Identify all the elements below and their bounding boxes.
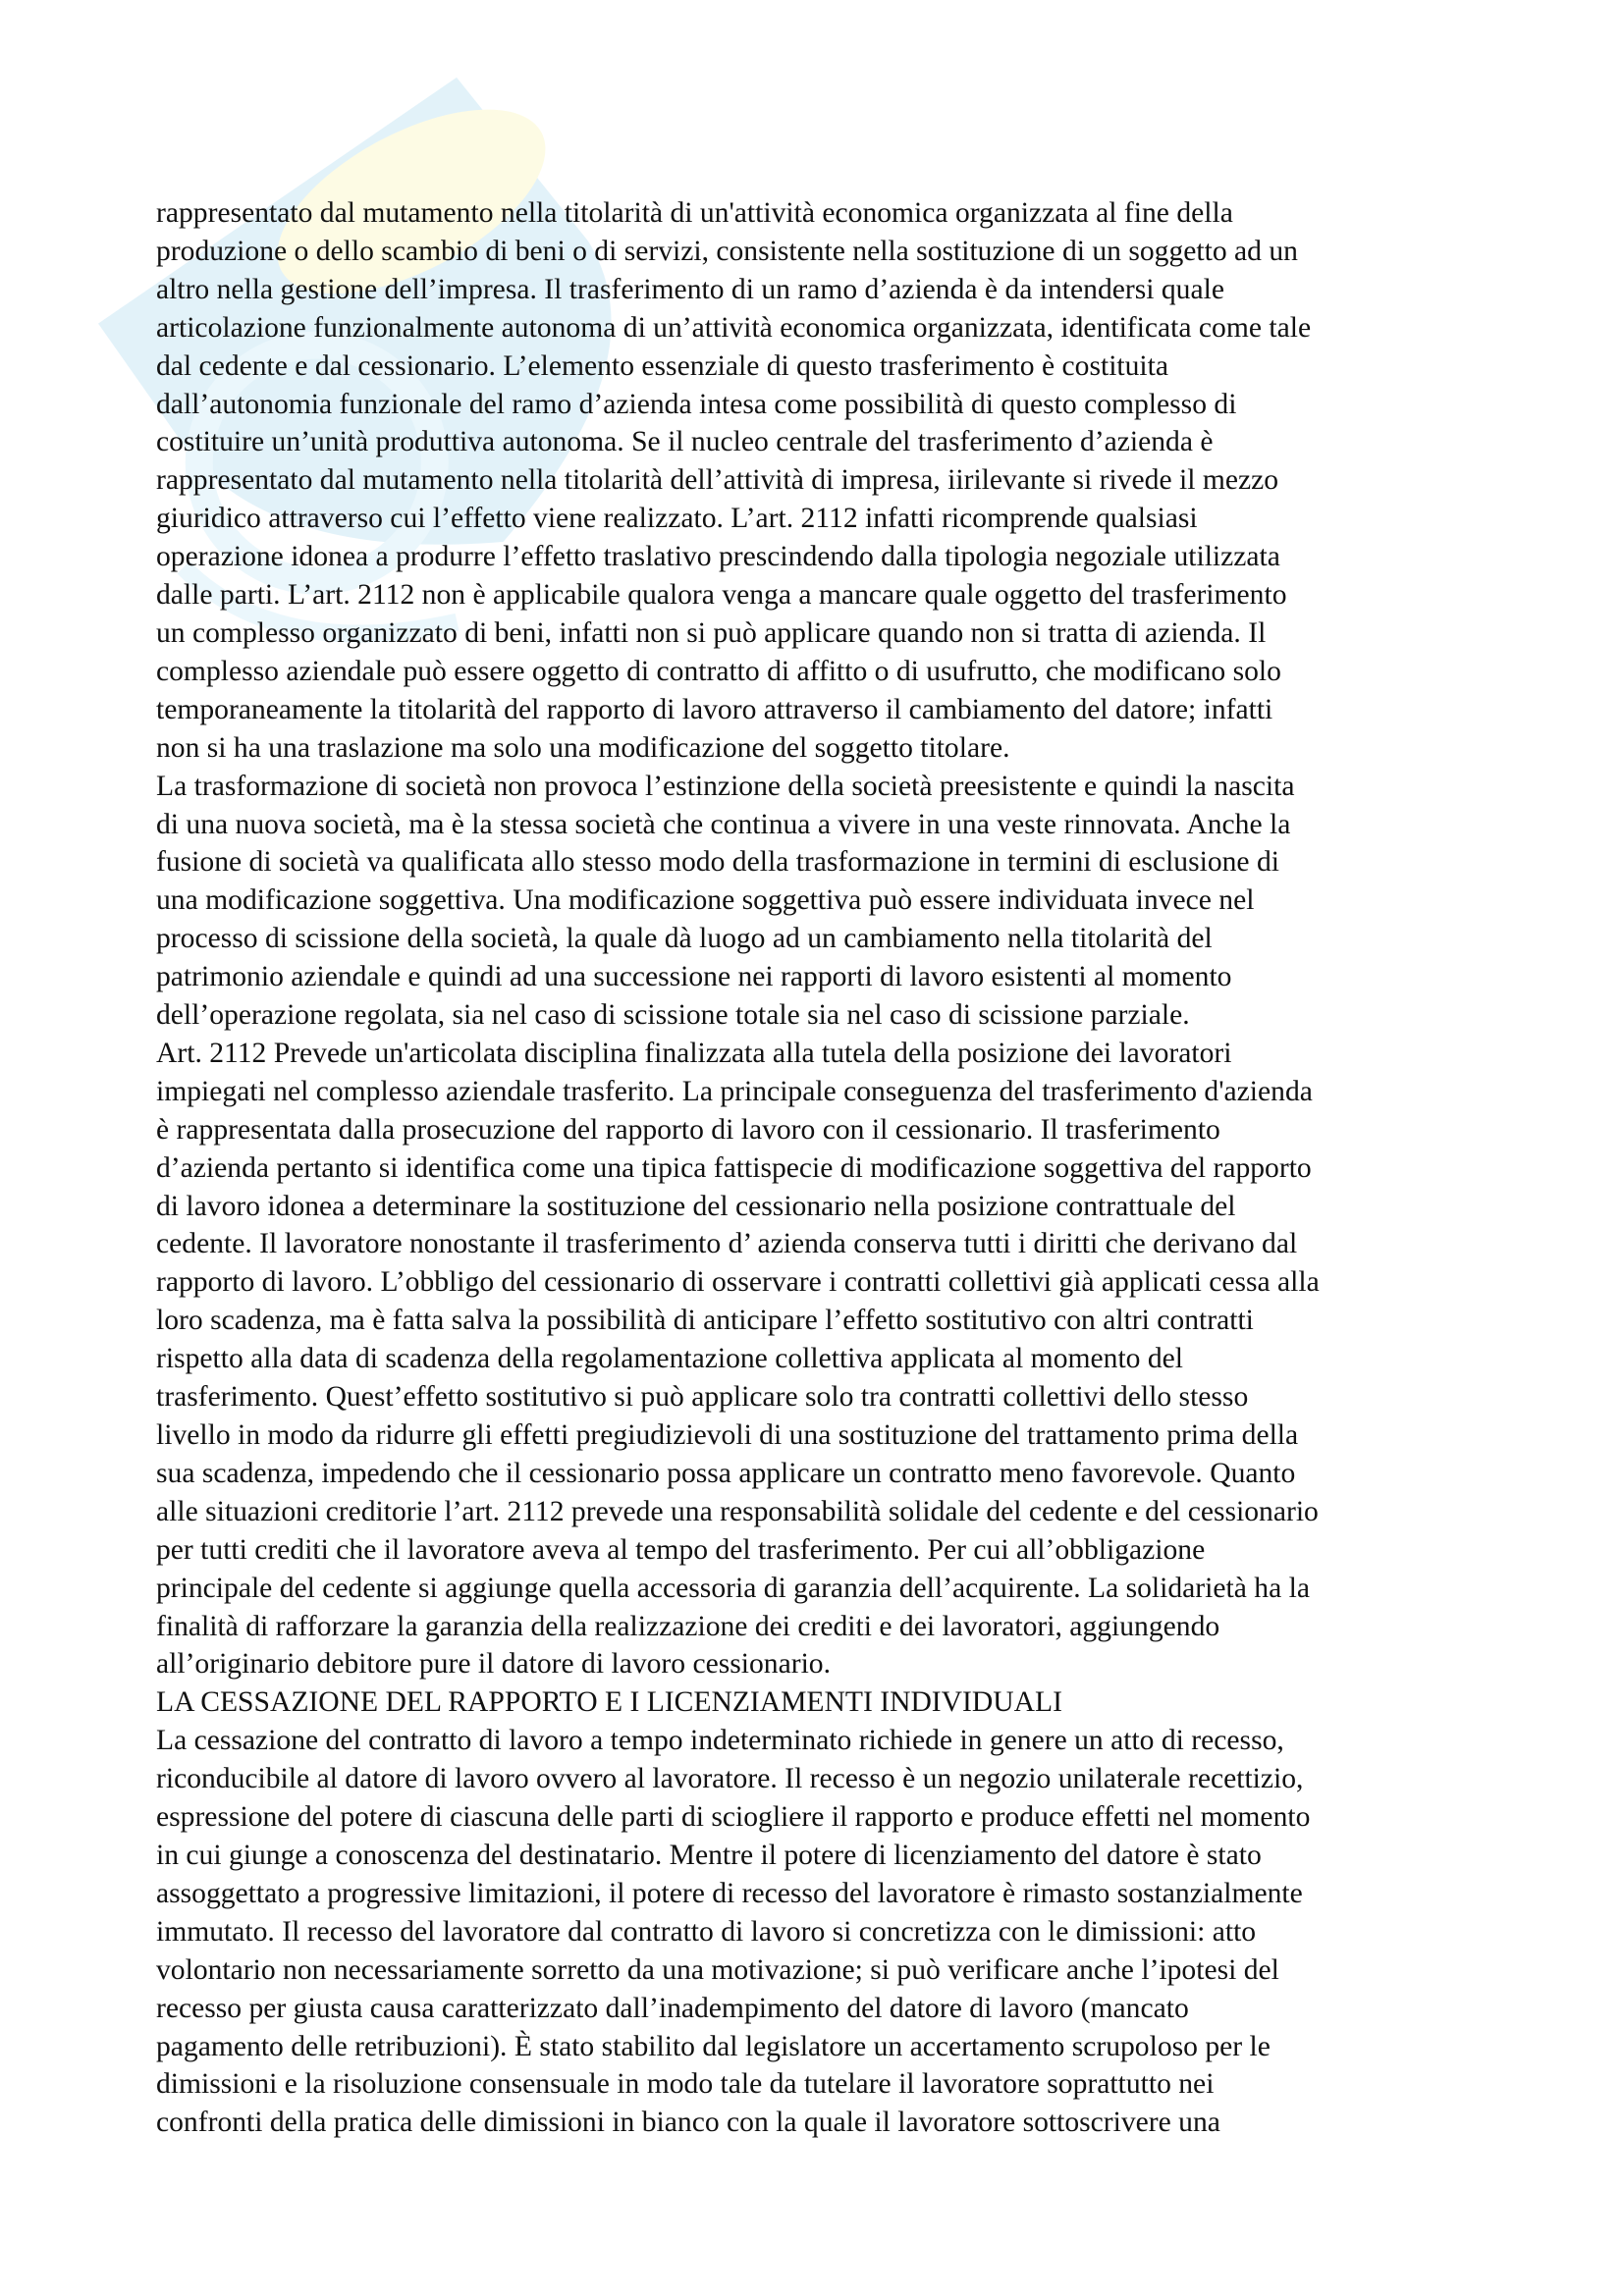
text-line: rapporto di lavoro. L’obbligo del cessionario di osservare i contratti collettivi già applicati cessa alla — [156, 1266, 1320, 1299]
text-line: temporaneamente la titolarità del rapporto di lavoro attraverso il cambiamento del datore; infatti — [156, 693, 1273, 725]
text-line: giuridico attraverso cui l’effetto viene realizzato. L’art. 2112 infatti ricomprende qualsiasi — [156, 503, 1198, 535]
text-line: impiegati nel complesso aziendale trasferito. La principale conseguenza del trasferimento d'azienda — [156, 1075, 1313, 1107]
text-line: costituire un’unità produttiva autonoma. Se il nucleo centrale del trasferimento d’azienda è — [156, 426, 1214, 458]
document-body — [156, 194, 1482, 2142]
text-line: dalle parti. L’art. 2112 non è applicabile qualora venga a mancare quale oggetto del trasferimento — [156, 579, 1287, 612]
text-line: dal cedente e dal cessionario. L’elemento essenziale di questo trasferimento è costituita — [156, 349, 1169, 382]
text-line: trasferimento. Quest’effetto sostitutivo si può applicare solo tra contratti collettivi dello stesso — [156, 1381, 1249, 1414]
text-line: operazione idonea a produrre l’effetto traslativo prescindendo dalla tipologia negoziale utilizzata — [156, 541, 1280, 573]
text-line: processo di scissione della società, la quale dà luogo ad un cambiamento nella titolarità del — [156, 923, 1213, 955]
text-line: principale del cedente si aggiunge quella accessoria di garanzia dell’acquirente. La solidarietà ha la — [156, 1572, 1310, 1604]
text-line: confronti della pratica delle dimissioni in bianco con la quale il lavoratore sottoscrivere una — [156, 2107, 1220, 2139]
text-line: livello in modo da ridurre gli effetti pregiudizievoli di una sostituzione del trattamento prima della — [156, 1419, 1299, 1451]
text-line: volontario non necessariamente sorretto da una motivazione; si può verificare anche l’ipotesi del — [156, 1953, 1279, 1986]
text-line: per tutti crediti che il lavoratore aveva al tempo del trasferimento. Per cui all’obbligazione — [156, 1533, 1206, 1566]
text-line: produzione o dello scambio di beni o di servizi, consistente nella sostituzione di un soggetto ad un — [156, 235, 1298, 267]
text-line: rappresentato dal mutamento nella titolarità di un'attività economica organizzata al fine della — [156, 197, 1233, 229]
text-line: d’azienda pertanto si identifica come una tipica fattispecie di modificazione soggettiva del rapporto — [156, 1151, 1312, 1184]
text-line: immutato. Il recesso del lavoratore dal contratto di lavoro si concretizza con le dimissioni: atto — [156, 1915, 1257, 1948]
text-line: un complesso organizzato di beni, infatti non si può applicare quando non si tratta di azienda. Il — [156, 616, 1267, 649]
text-line: La trasformazione di società non provoca l’estinzione della società preesistente e quindi la nascita — [156, 770, 1295, 802]
text-line: rispetto alla data di scadenza della regolamentazione collettiva applicata al momento del — [156, 1343, 1184, 1375]
text-line: di lavoro idonea a determinare la sostituzione del cessionario nella posizione contrattuale del — [156, 1190, 1236, 1222]
text-line: articolazione funzionalmente autonoma di un’attività economica organizzata, identificata come tale — [156, 311, 1312, 344]
text-line: Art. 2112 Prevede un'articolata disciplina finalizzata alla tutela della posizione dei lavoratori — [156, 1037, 1232, 1069]
text-line: rappresentato dal mutamento nella titolarità dell’attività di impresa, iirilevante si rivede il mezzo — [156, 464, 1279, 497]
text-line: patrimonio aziendale e quindi ad una successione nei rapporti di lavoro esistenti al momento — [156, 961, 1232, 993]
text-line: è rappresentata dalla prosecuzione del rapporto di lavoro con il cessionario. Il trasferimento — [156, 1113, 1220, 1146]
text-line: finalità di rafforzare la garanzia della realizzazione dei crediti e dei lavoratori, aggiungendo — [156, 1610, 1220, 1642]
text-line: non si ha una traslazione ma solo una modificazione del soggetto titolare. — [156, 731, 1010, 764]
text-line: fusione di società va qualificata allo stesso modo della trasformazione in termini di esclusione di — [156, 846, 1279, 879]
text-line: complesso aziendale può essere oggetto di contratto di affitto o di usufrutto, che modificano solo — [156, 655, 1281, 687]
text-line: altro nella gestione dell’impresa. Il trasferimento di un ramo d’azienda è da intendersi quale — [156, 273, 1224, 305]
text-line: all’originario debitore pure il datore di lavoro cessionario. — [156, 1648, 831, 1681]
text-line: cedente. Il lavoratore nonostante il trasferimento d’ azienda conserva tutti i diritti che derivano dal — [156, 1228, 1298, 1260]
text-line: pagamento delle retribuzioni). È stato stabilito dal legislatore un accertamento scrupoloso per le — [156, 2030, 1271, 2062]
text-line: in cui giunge a conoscenza del destinatario. Mentre il potere di licenziamento del datore è stato — [156, 1839, 1262, 1871]
text-line: espressione del potere di ciascuna delle parti di sciogliere il rapporto e produce effetti nel momento — [156, 1801, 1311, 1834]
text-line: alle situazioni creditorie l’art. 2112 prevede una responsabilità solidale del cedente e del cessionario — [156, 1495, 1319, 1527]
text-line: dimissioni e la risoluzione consensuale in modo tale da tutelare il lavoratore soprattutto nei — [156, 2068, 1215, 2101]
text-line: di una nuova società, ma è la stessa società che continua a vivere in una veste rinnovata. Anche la — [156, 808, 1291, 840]
text-line: riconducibile al datore di lavoro ovvero al lavoratore. Il recesso è un negozio unilaterale recettizio, — [156, 1763, 1304, 1795]
text-line: assoggettato a progressive limitazioni, il potere di recesso del lavoratore è rimasto sostanzialmente — [156, 1877, 1303, 1909]
text-line: sua scadenza, impedendo che il cessionario possa applicare un contratto meno favorevole. Quanto — [156, 1457, 1296, 1489]
text-line: dell’operazione regolata, sia nel caso di scissione totale sia nel caso di scissione parziale. — [156, 999, 1190, 1032]
text-line: una modificazione soggettiva. Una modificazione soggettiva può essere individuata invece nel — [156, 884, 1255, 917]
text-line: La cessazione del contratto di lavoro a tempo indeterminato richiede in genere un atto di recesso, — [156, 1725, 1284, 1757]
text-line: recesso per giusta causa caratterizzato dall’inadempimento del datore di lavoro (mancato — [156, 1992, 1189, 2024]
text-line: loro scadenza, ma è fatta salva la possibilità di anticipare l’effetto sostitutivo con altri contratti — [156, 1305, 1254, 1337]
text-line: LA CESSAZIONE DEL RAPPORTO E I LICENZIAMENTI INDIVIDUALI — [156, 1686, 1062, 1719]
text-line: dall’autonomia funzionale del ramo d’azienda intesa come possibilità di questo complesso di — [156, 388, 1237, 420]
